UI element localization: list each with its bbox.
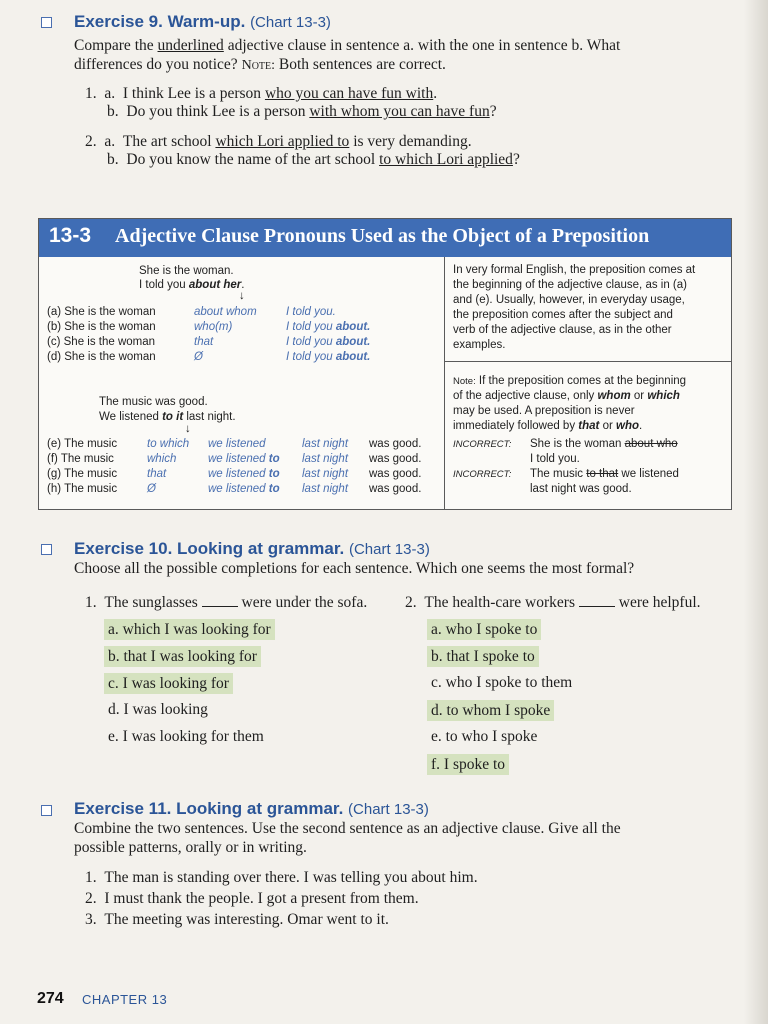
- option-highlighted[interactable]: a. who I spoke to: [427, 619, 541, 640]
- text-segment: Do you know the name of the art school: [126, 151, 380, 168]
- row-pronoun: to which: [147, 438, 190, 450]
- option-highlighted[interactable]: f. I spoke to: [427, 754, 509, 775]
- explanation-line: the preposition comes after the subject and: [453, 309, 673, 321]
- clause-text: I told you: [286, 351, 336, 363]
- exercise-10-title-text: Exercise 10. Looking at grammar.: [74, 539, 345, 558]
- clause-text: I told you: [286, 336, 336, 348]
- incorrect-label: INCORRECT:: [453, 469, 512, 480]
- verb-text: we listened: [208, 468, 269, 480]
- text-segment: We listened: [99, 411, 163, 423]
- item-text: The man is standing over there. I was telling you about him.: [104, 869, 478, 886]
- bold-phrase: to it: [162, 411, 184, 423]
- exercise-9-instruction-line2: [74, 55, 446, 75]
- chart-row-divider: [444, 361, 731, 362]
- chart-number: 13-3: [49, 224, 92, 247]
- explanation-line: verb of the adjective clause, as in the other: [453, 324, 672, 336]
- clause-bold: about.: [335, 351, 371, 363]
- bold-word: who: [616, 420, 639, 432]
- explanation-line: the beginning of the adjective clause, as in (a): [453, 279, 687, 291]
- row-label: (c): [47, 336, 61, 348]
- exercise-10-title: [74, 539, 430, 559]
- text-segment: we listened: [618, 468, 679, 480]
- exercise-11-item-2: [85, 889, 419, 908]
- page-edge-shadow: [744, 0, 768, 1024]
- exercise-9-item-1a: [85, 84, 437, 103]
- exercise-9-title-text: Exercise 9. Warm-up.: [74, 12, 246, 31]
- chart-row-h: [47, 482, 117, 496]
- bold-word: whom: [597, 390, 631, 402]
- exercise-10-question-2: [405, 593, 701, 612]
- item-number: 3.: [85, 911, 97, 928]
- exercise-11-title-text: Exercise 11. Looking at grammar.: [74, 799, 344, 818]
- option-highlighted[interactable]: c. I was looking for: [104, 673, 233, 694]
- row-verb: [208, 467, 280, 481]
- clause-bold: about.: [335, 321, 371, 333]
- text-segment: She is the woman: [530, 438, 625, 450]
- exercise-11-checkbox[interactable]: [41, 805, 52, 816]
- underlined-clause: which Lori applied to: [215, 133, 350, 150]
- struck-phrase: to that: [586, 468, 619, 480]
- chart-column-divider: [444, 257, 445, 509]
- text-segment: of the adjective clause, only: [453, 390, 598, 402]
- sub-label: b.: [107, 103, 119, 120]
- exercise-11-instruction-line1: Combine the two sentences. Use the second sentence as an adjective clause. Give all the: [74, 820, 621, 837]
- exercise-9-instruction-line1: [74, 36, 620, 55]
- exercise-11-instruction-line2: possible patterns, orally or in writing.: [74, 839, 307, 856]
- option[interactable]: e. to who I spoke: [431, 728, 538, 745]
- row-label: (b): [47, 321, 62, 333]
- row-verb: [208, 437, 266, 451]
- row-main: The music: [64, 483, 118, 495]
- exercise-11-title: [74, 799, 429, 819]
- row-clause: [286, 320, 370, 334]
- prep-bold: to: [268, 453, 280, 465]
- item-number: 2.: [85, 133, 97, 150]
- text-segment: immediately followed by: [453, 420, 579, 432]
- base-sentence-1: She is the woman.: [139, 265, 234, 277]
- exercise-10-checkbox[interactable]: [41, 544, 52, 555]
- text-segment: last night.: [183, 411, 236, 423]
- option[interactable]: c. who I spoke to them: [431, 674, 573, 691]
- exercise-11-chart-ref: (Chart 13-3): [348, 801, 429, 818]
- clause-bold: about.: [335, 336, 371, 348]
- option[interactable]: e. I was looking for them: [108, 728, 264, 745]
- struck-phrase: about who: [624, 438, 678, 450]
- row-label: (e): [47, 438, 62, 450]
- option-highlighted[interactable]: d. to whom I spoke: [427, 700, 554, 721]
- chart-row-a: [47, 305, 156, 319]
- chart-row-c: [47, 335, 155, 349]
- blank-line: [579, 606, 615, 607]
- text-segment: Both sentences are correct.: [275, 56, 446, 73]
- row-main: She is the woman: [64, 306, 156, 318]
- incorrect-label: INCORRECT:: [453, 439, 512, 450]
- verb-text: we listened: [208, 453, 269, 465]
- incorrect-example-2-line2: last night was good.: [530, 483, 632, 495]
- exercise-9-item-2a: [85, 132, 472, 151]
- chapter-label: CHAPTER 13: [82, 992, 168, 1007]
- base-sentence-4: [99, 410, 236, 424]
- explanation-line: and (e). Usually, however, in everyday usage,: [453, 294, 685, 306]
- underlined-clause: to which Lori applied: [379, 151, 513, 168]
- text-segment: differences do you notice?: [74, 56, 242, 73]
- note-label: Note:: [241, 58, 276, 73]
- note-line: [453, 389, 680, 403]
- exercise-9-item-2b: [107, 150, 520, 169]
- prep-bold: to: [268, 468, 280, 480]
- underlined-clause: who you can have fun with: [264, 85, 434, 102]
- bold-phrase: about her: [188, 279, 242, 291]
- verb-text: we listened: [208, 483, 269, 495]
- item-text: I must thank the people. I got a present from them.: [104, 890, 419, 907]
- clause-text: I told you.: [286, 306, 336, 318]
- text-segment: I think Lee is a person: [122, 85, 265, 102]
- row-pronoun: which: [147, 453, 177, 465]
- exercise-11-item-3: [85, 910, 389, 929]
- note-label: Note:: [453, 376, 476, 387]
- row-pronoun: that: [147, 468, 167, 480]
- chart-row-f: [47, 452, 114, 466]
- row-label: (g): [47, 468, 62, 480]
- text-segment: The health-care workers: [424, 594, 575, 611]
- row-clause: [286, 335, 370, 349]
- option-highlighted[interactable]: b. that I spoke to: [427, 646, 539, 667]
- chart-header: [39, 219, 731, 257]
- row-label: (f): [47, 453, 58, 465]
- text-segment: .: [433, 85, 438, 102]
- exercise-10-question-1: [85, 593, 367, 612]
- bold-word: which: [647, 390, 680, 402]
- item-number: 1.: [85, 869, 97, 886]
- text-segment: is very demanding.: [349, 133, 472, 150]
- row-main: She is the woman: [63, 336, 156, 348]
- chart-row-g: [47, 467, 117, 481]
- down-arrow-icon: ↓: [185, 423, 191, 435]
- row-time: last night: [302, 483, 349, 495]
- exercise-10-instruction: Choose all the possible completions for each sentence. Which one seems the most formal?: [74, 560, 635, 577]
- text-segment: ?: [489, 103, 497, 120]
- base-sentence-3: The music was good.: [99, 396, 208, 408]
- clause-text: I told you: [286, 321, 336, 333]
- text-segment: were helpful.: [618, 594, 701, 611]
- text-segment: The sunglasses: [104, 594, 198, 611]
- exercise-10-chart-ref: (Chart 13-3): [348, 541, 430, 558]
- chart-row-b: [47, 320, 156, 334]
- down-arrow-icon: ↓: [239, 290, 245, 302]
- text-segment: or: [630, 390, 648, 402]
- row-clause: [286, 350, 370, 364]
- chart-title: Adjective Clause Pronouns Used as the Object of a Preposition: [115, 225, 650, 247]
- incorrect-example-1: [530, 437, 678, 451]
- row-end: was good.: [369, 468, 422, 480]
- underlined-clause: with whom you can have fun: [309, 103, 490, 120]
- item-number: 1.: [85, 85, 97, 102]
- explanation-line: examples.: [453, 339, 506, 351]
- text-segment: ?: [512, 151, 520, 168]
- row-time: last night: [302, 438, 349, 450]
- option-highlighted[interactable]: a. which I was looking for: [104, 619, 275, 640]
- prep-bold: to: [268, 483, 280, 495]
- row-pronoun: who(m): [194, 321, 233, 333]
- text-segment: .: [639, 420, 643, 432]
- explanation-line: In very formal English, the preposition comes at: [453, 264, 696, 276]
- row-pronoun: about whom: [194, 306, 257, 318]
- text-segment: The music: [530, 468, 587, 480]
- row-pronoun: that: [194, 336, 214, 348]
- chart-row-d: [47, 350, 156, 364]
- text-segment: or: [599, 420, 616, 432]
- sub-label: a.: [104, 133, 116, 150]
- exercise-11-item-1: [85, 868, 478, 887]
- row-main: The music: [64, 438, 118, 450]
- exercise-9-checkbox[interactable]: [41, 17, 52, 28]
- row-verb: [208, 482, 280, 496]
- row-main: The music: [60, 453, 114, 465]
- row-main: The music: [64, 468, 118, 480]
- text-segment: Compare the: [74, 37, 158, 54]
- row-end: was good.: [369, 438, 422, 450]
- row-verb: [208, 452, 280, 466]
- text-segment: The art school: [122, 133, 216, 150]
- row-main: She is the woman: [64, 351, 156, 363]
- exercise-9-item-1b: [107, 102, 497, 121]
- underlined-word: underlined: [157, 37, 224, 54]
- row-pronoun: Ø: [194, 351, 203, 363]
- chart-row-e: [47, 437, 117, 451]
- base-sentence-2: [139, 278, 244, 292]
- note-line: [453, 374, 686, 389]
- note-line: may be used. A preposition is never: [453, 405, 635, 417]
- incorrect-example-1-line2: I told you.: [530, 453, 580, 465]
- text-segment: .: [241, 279, 245, 291]
- bold-word: that: [578, 420, 600, 432]
- option-highlighted[interactable]: b. that I was looking for: [104, 646, 261, 667]
- text-segment: were under the sofa.: [241, 594, 368, 611]
- row-label: (d): [47, 351, 62, 363]
- row-time: last night: [302, 468, 349, 480]
- option[interactable]: d. I was looking: [108, 701, 208, 718]
- row-label: (h): [47, 483, 62, 495]
- row-pronoun: Ø: [147, 483, 156, 495]
- item-number: 2.: [405, 594, 417, 611]
- blank-line: [202, 606, 238, 607]
- item-number: 2.: [85, 890, 97, 907]
- verb-text: we listened: [208, 438, 266, 450]
- row-label: (a): [47, 306, 62, 318]
- text-segment: Do you think Lee is a person: [126, 103, 310, 120]
- item-text: The meeting was interesting. Omar went to it.: [104, 911, 389, 928]
- page-number: 274: [37, 990, 64, 1007]
- row-time: last night: [302, 453, 349, 465]
- text-segment: I told you: [139, 279, 189, 291]
- row-end: was good.: [369, 453, 422, 465]
- text-segment: adjective clause in sentence a. with the one in sentence b. What: [223, 37, 621, 54]
- sub-label: b.: [107, 151, 119, 168]
- row-main: She is the woman: [64, 321, 156, 333]
- row-clause: [286, 305, 336, 319]
- exercise-9-chart-ref: (Chart 13-3): [250, 14, 331, 31]
- exercise-9-title: [74, 12, 331, 32]
- row-end: was good.: [369, 483, 422, 495]
- note-line: [453, 419, 642, 433]
- item-number: 1.: [85, 594, 97, 611]
- sub-label: a.: [104, 85, 116, 102]
- grammar-chart: [38, 218, 732, 510]
- text-segment: If the preposition comes at the beginning: [475, 375, 687, 387]
- incorrect-example-2: [530, 467, 679, 481]
